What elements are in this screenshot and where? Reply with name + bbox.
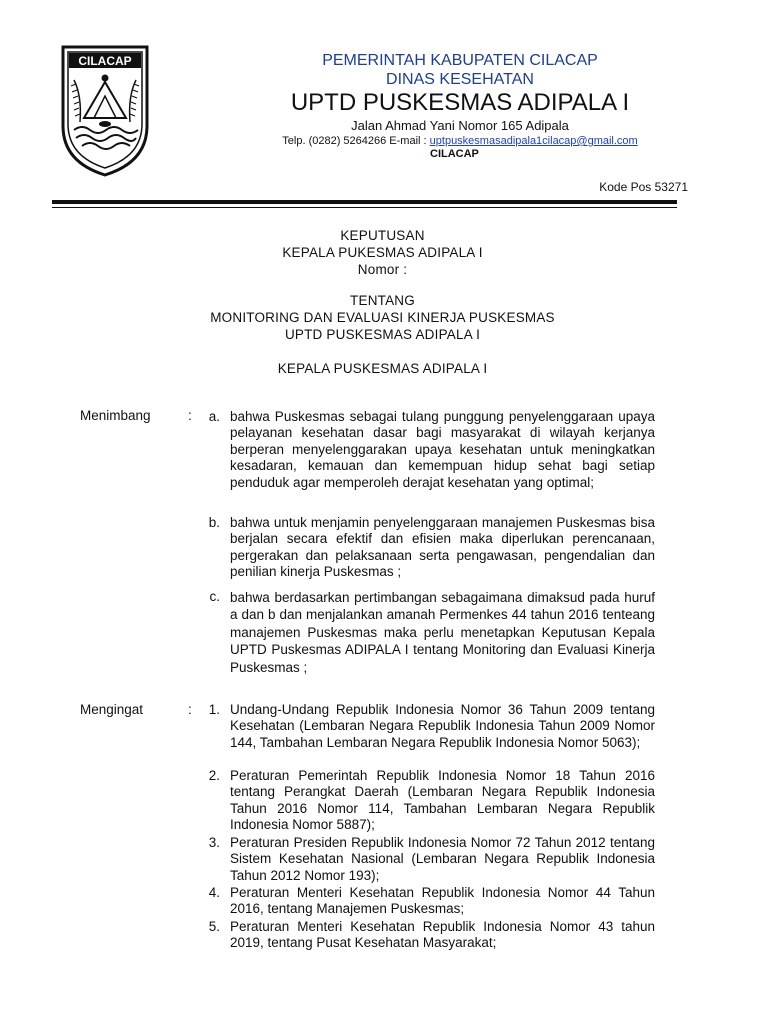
mengingat-item: Peraturan Menteri Kesehatan Republik Indonesia Nomor 44 Tahun 2016, tentang Manajemen Puskesmas; bbox=[230, 885, 655, 917]
letterhead-city: CILACAP bbox=[430, 148, 479, 160]
item-marker: b. bbox=[208, 515, 220, 530]
section-colon: : bbox=[188, 702, 192, 717]
item-marker: c. bbox=[209, 589, 220, 604]
doc-number: Nomor : bbox=[357, 262, 408, 277]
letterhead-government: PEMERINTAH KABUPATEN CILACAP bbox=[322, 52, 598, 69]
section-colon: : bbox=[188, 408, 192, 423]
section-label-menimbang: Menimbang bbox=[80, 408, 151, 423]
letterhead-address: Jalan Ahmad Yani Nomor 165 Adipala bbox=[351, 118, 569, 133]
section-label-mengingat: Mengingat bbox=[80, 702, 144, 717]
doc-issuer-heading: KEPALA PUKESMAS ADIPALA I bbox=[282, 245, 483, 260]
letterhead-institution: UPTD PUSKESMAS ADIPALA I bbox=[290, 89, 630, 116]
mengingat-item: Peraturan Pemerintah Republik Indonesia Nomor 18 Tahun 2016 tentang Perangkat Daerah (Lembaran Negara Republik Indonesia Tahun 2016 Nomor 114, Tambahan Lembaran Negara Republik Indonesia Nomor 5887); bbox=[230, 768, 655, 833]
doc-type: KEPUTUSAN bbox=[340, 228, 425, 243]
doc-issuer: KEPALA PUSKESMAS ADIPALA I bbox=[277, 361, 488, 376]
letterhead-divider bbox=[52, 200, 677, 204]
item-marker: 3. bbox=[208, 835, 220, 850]
item-marker: 4. bbox=[208, 885, 220, 900]
item-marker: a. bbox=[208, 409, 220, 424]
doc-subject-line1: MONITORING DAN EVALUASI KINERJA PUSKESMAS bbox=[210, 310, 555, 325]
menimbang-item: bahwa berdasarkan pertimbangan sebagaimana dimaksud pada huruf a dan b dan menjalankan amanah Permenkes 44 tahun 2016 tenteang manajemen Puskesmas maka perlu menetapkan Keputusan Kepala UPTD Puskesmas ADIPALA I tentang Monitoring dan Evaluasi Kinerja Puskesmas ; bbox=[230, 590, 655, 675]
letterhead-department: DINAS KESEHATAN bbox=[386, 71, 534, 88]
mengingat-item: Peraturan Presiden Republik Indonesia Nomor 72 Tahun 2012 tentang Sistem Kesehatan Nasional (Lembaran Negara Republik Indonesia Tahun 2012 Nomor 193); bbox=[230, 835, 655, 883]
menimbang-item: bahwa Puskesmas sebagai tulang punggung penyelenggaraan upaya pelayanan kesehatan dasar bagi masyarakat di wilayah kerjanya berperan menyelenggarakan upaya kesehatan untuk meningkatkan kesadaran, kemauan dan kemempuan hidup sehat bagi setiap penduduk agar memperoleh derajat kesehatan yang optimal; bbox=[230, 409, 655, 490]
item-marker: 2. bbox=[208, 768, 220, 783]
item-marker: 5. bbox=[208, 919, 220, 934]
doc-subject-line2: UPTD PUSKESMAS ADIPALA I bbox=[284, 327, 481, 342]
letterhead-contact bbox=[240, 135, 680, 147]
letterhead-divider-thin bbox=[52, 207, 677, 208]
doc-tentang: TENTANG bbox=[350, 293, 415, 308]
menimbang-item: bahwa untuk menjamin penyelenggaraan manajemen Puskesmas bisa berjalan secara efektif dan efisien maka diperlukan perencanaan, pergerakan dan pelaksanaan serta pengawasan, pengendalian dan penilian kinerja Puskesmas ; bbox=[230, 515, 655, 580]
mengingat-item: Undang-Undang Republik Indonesia Nomor 36 Tahun 2009 tentang Kesehatan (Lembaran Negara Republik Indonesia Tahun 2009 Nomor 144, Tambahan Lembaran Negara Republik Indonesia Nomor 5063); bbox=[230, 702, 655, 750]
item-marker: 1. bbox=[208, 702, 220, 717]
phone-text: Telp. (0282) 5264266 E-mail : bbox=[282, 135, 430, 147]
logo-text: CILACAP bbox=[78, 54, 132, 68]
email-link[interactable]: uptpuskesmasadipala1cilacap@gmail.com bbox=[429, 135, 638, 147]
postal-code: Kode Pos 53271 bbox=[599, 180, 688, 194]
cilacap-regency-logo bbox=[60, 44, 150, 178]
mengingat-item: Peraturan Menteri Kesehatan Republik Indonesia Nomor 43 tahun 2019, tentang Pusat Kesehatan Masyarakat; bbox=[230, 919, 655, 951]
